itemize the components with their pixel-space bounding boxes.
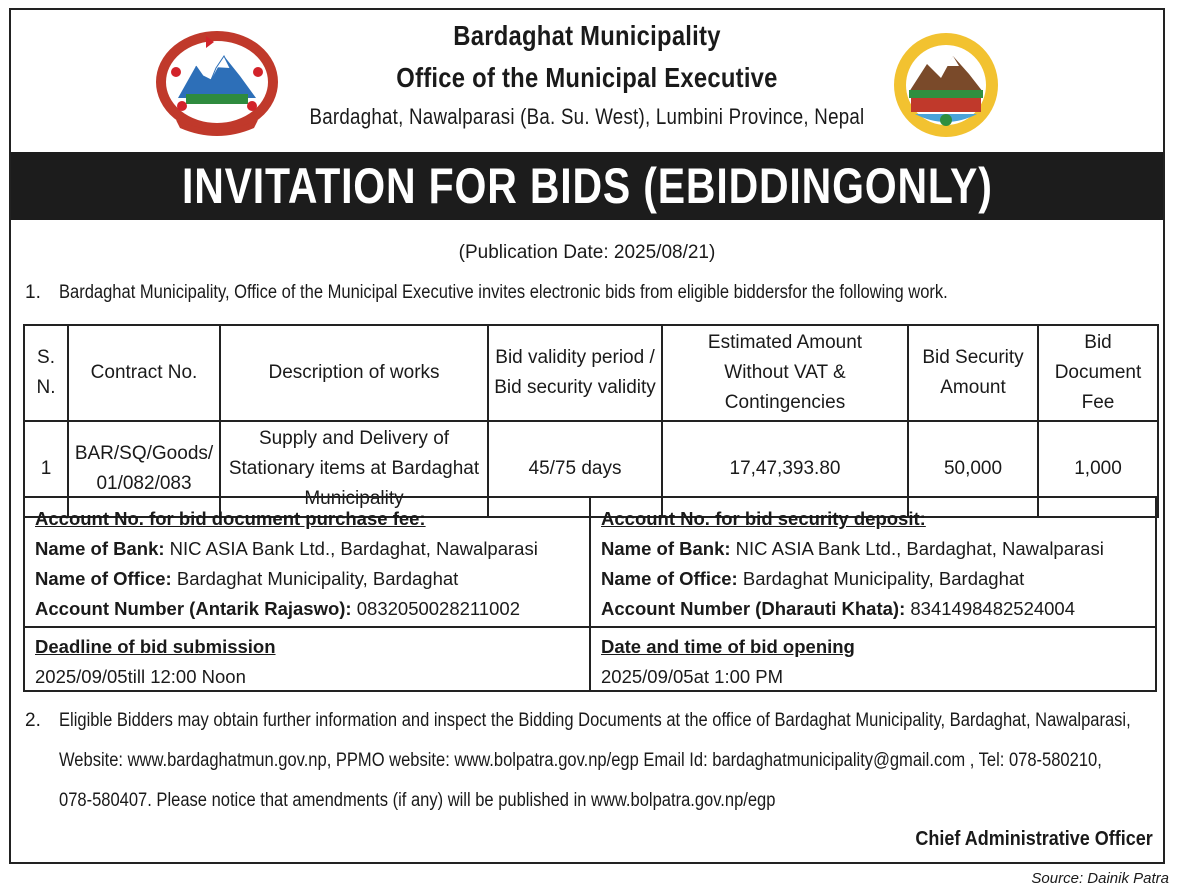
security-office-line: Name of Office: Bardaghat Municipality, Bardaghat <box>601 568 1025 589</box>
notice-header <box>11 10 1163 152</box>
office-name: Office of the Municipal Executive <box>396 62 778 93</box>
fee-account-box <box>25 498 591 626</box>
col-security: Bid Security Amount <box>908 325 1038 421</box>
cell-validity: 45/75 days <box>488 421 662 517</box>
opening-heading: Date and time of bid opening <box>601 636 855 657</box>
security-bank-line: Name of Bank: NIC ASIA Bank Ltd., Bardaghat, Nawalparasi <box>601 538 1104 559</box>
fee-account-line: Account Number (Antarik Rajaswo): 0832050028211002 <box>35 598 520 619</box>
deadline-box <box>25 626 591 692</box>
paragraph-line: Website: www.bardaghatmun.gov.np, PPMO website: www.bolpatra.gov.np/egp Email Id: bardaghatmunicipality@gmail.com , Tel: 078-580210, <box>59 750 1102 771</box>
paragraph-number: 2. <box>25 710 41 731</box>
cell-security: 50,000 <box>908 421 1038 517</box>
col-amount: Estimated Amount Without VAT & Contingencies <box>662 325 908 421</box>
deadline-value: 2025/09/05till 12:00 Noon <box>35 666 246 687</box>
cell-description: Supply and Delivery of Stationary items at Bardaghat Municipality <box>220 421 488 517</box>
col-fee: Bid Document Fee <box>1038 325 1158 421</box>
fee-office-line: Name of Office: Bardaghat Municipality, Bardaghat <box>35 568 459 589</box>
security-account-line: Account Number (Dharauti Khata): 8341498482524004 <box>601 598 1076 619</box>
paragraph-text: Bardaghat Municipality, Office of the Municipal Executive invites electronic bids from eligible biddersfor the following work. <box>59 282 948 303</box>
opening-box <box>591 626 1155 692</box>
col-sn: S. N. <box>24 325 68 421</box>
paragraph-line: 078-580407. Please notice that amendments (if any) will be published in www.bolpatra.gov.np/egp <box>59 790 776 811</box>
opening-value: 2025/09/05at 1:00 PM <box>601 666 784 687</box>
fee-bank-line: Name of Bank: NIC ASIA Bank Ltd., Bardaghat, Nawalparasi <box>35 538 538 559</box>
signatory: Chief Administrative Officer <box>915 828 1153 850</box>
bid-notice <box>9 8 1165 864</box>
security-account-box <box>591 498 1155 626</box>
deadline-heading: Deadline of bid submission <box>35 636 276 657</box>
publication-date-text: (Publication Date: 2025/08/21) <box>458 242 716 263</box>
org-name: Bardaghat Municipality <box>453 20 721 51</box>
table-header-row <box>24 325 1158 421</box>
security-account-heading: Account No. for bid security deposit: <box>601 508 926 529</box>
col-contract: Contract No. <box>68 325 220 421</box>
cell-contract: BAR/SQ/Goods/ 01/082/083 <box>68 421 220 517</box>
paragraph-line: Eligible Bidders may obtain further information and inspect the Bidding Documents at the office of Bardaghat Municipality, Bardaghat, Nawalparasi, <box>59 710 1131 731</box>
account-details <box>23 496 1157 692</box>
works-table <box>23 324 1159 518</box>
paragraph-number: 1. <box>25 282 41 303</box>
municipality-logo-icon <box>891 30 1001 140</box>
office-address: Bardaghat, Nawalparasi (Ba. Su. West), Lumbini Province, Nepal <box>309 104 865 129</box>
cell-sn: 1 <box>24 421 68 517</box>
cell-amount: 17,47,393.80 <box>662 421 908 517</box>
publication-date <box>11 242 1163 264</box>
cell-fee: 1,000 <box>1038 421 1158 517</box>
col-validity: Bid validity period / Bid security validity <box>488 325 662 421</box>
fee-account-heading: Account No. for bid document purchase fee: <box>35 508 426 529</box>
col-description: Description of works <box>220 325 488 421</box>
title-banner <box>11 152 1163 220</box>
notice-title: INVITATION FOR BIDS (EBIDDINGONLY) <box>181 158 993 214</box>
source-credit: Source: Dainik Patra <box>1031 870 1169 887</box>
